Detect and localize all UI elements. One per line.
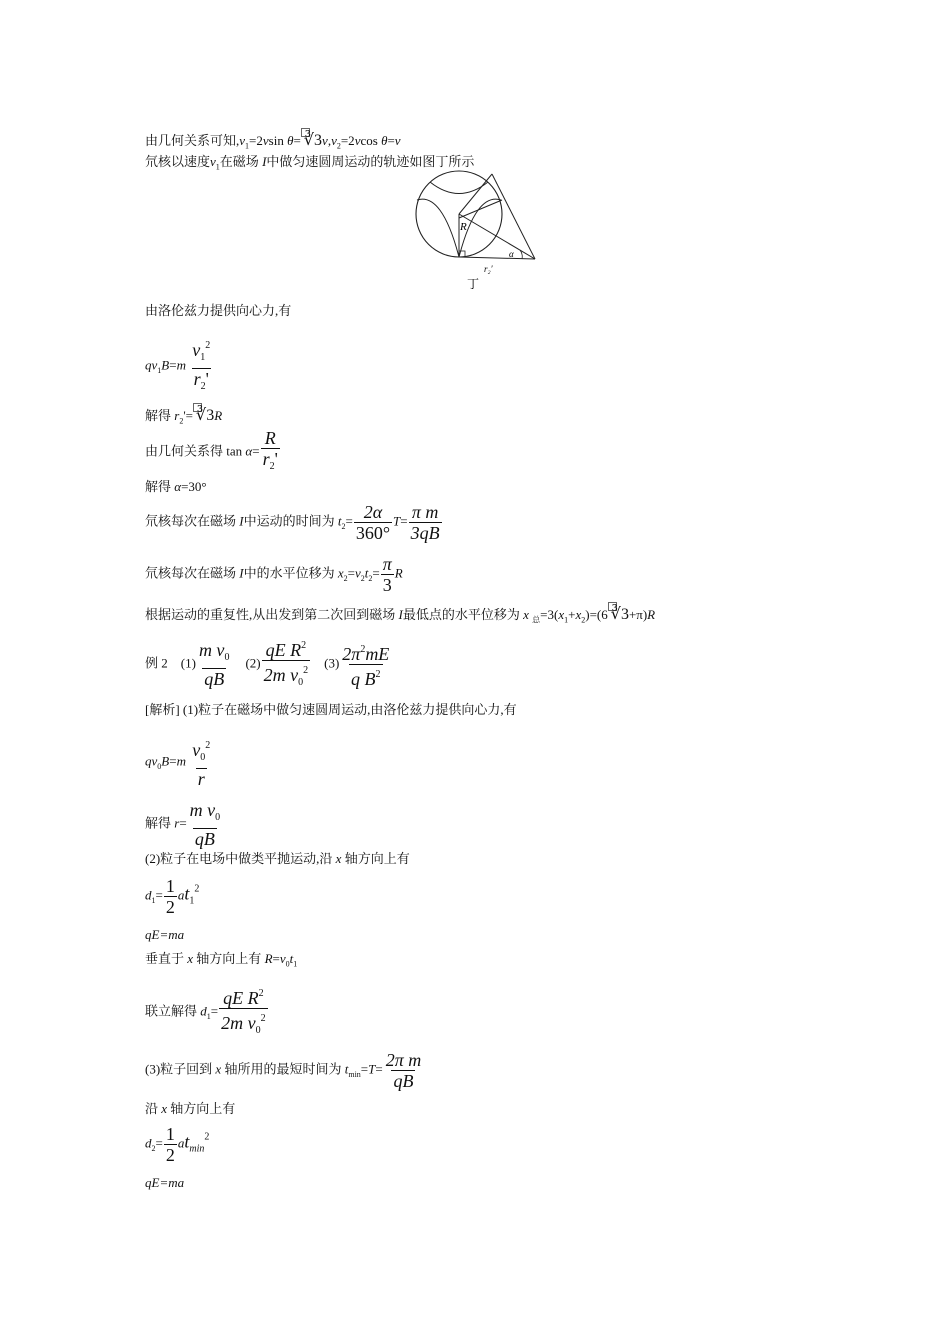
arc-left bbox=[417, 199, 459, 257]
analysis-line-1: [解析] (1)粒子在磁场中做匀速圆周运动,由洛伦兹力提供向心力,有 bbox=[145, 702, 517, 717]
geometry-velocity-line: 由几何关系可知$,v_1=2vsin$ $\theta= ∛3v,v_2=2vcos$ θ=v bbox=[145, 128, 401, 149]
joint-solution-line: 联立解得 $d_1=$ $\frac{qE R^2}{2m v_0^2}$ bbox=[145, 984, 269, 1041]
solve-r2-line: 解得 $r_2'=$ ∛3R bbox=[145, 403, 222, 424]
d2-equation: $d_2=$ $\frac{1}{2}$ $at_{min}^2$ bbox=[145, 1124, 210, 1165]
part-3-line: (3)粒子回到 x 轴所用的最短时间为 $t_{min}=T=$ $\frac{\text{2π m}}{qB}$ bbox=[145, 1050, 422, 1091]
solve-r-line: 解得 r= $\frac{m v_0}{qB}$ bbox=[145, 800, 221, 849]
arc-top bbox=[430, 182, 488, 194]
figure-caption: 丁 bbox=[467, 277, 480, 291]
repetition-displacement-line: 根据运动的重复性,从出发到第二次回到磁场 I最低点的水平位移为 x $_总=3(x_1+x_2)=(6$ ∛3+π)R bbox=[145, 602, 655, 623]
time-in-field-line: 氘核每次在磁场 I中运动的时间为 $t_2=$ $\frac{2\alpha}{360^\circ}$ T= $\frac{\text{π m}}{3qB}$ bbox=[145, 502, 440, 543]
inner-line bbox=[459, 200, 502, 218]
lorentz-force-line: 由洛伦兹力提供向心力,有 bbox=[145, 303, 292, 318]
example-2-answers: 例 2 (1) $\frac{m v_0}{qB}$ (2) $\frac{qE R^2}{2m v_0^2}$ (3) $\frac{2\pi^2mE}{q B^2}$ bbox=[145, 636, 392, 693]
alpha-result-line: 解得 α=30° bbox=[145, 479, 207, 494]
along-x-line: 沿 x 轴方向上有 bbox=[145, 1101, 236, 1116]
tan-alpha-line: 由几何关系得 tan α= $\frac{R}{r_2'}$ bbox=[145, 428, 281, 477]
horizontal-displacement-line: 氘核每次在磁场 I中的水平位移为 $x_2=v_2t_2=$ $\frac{\pi}{3}$ R bbox=[145, 554, 403, 595]
qema-line-2: qE=ma bbox=[145, 1175, 185, 1190]
trajectory-description-line: 氘核以速度$v_1$在磁场 I中做匀速圆周运动的轨迹如图丁所示 bbox=[145, 154, 475, 172]
figure-label-r2: r₂′ bbox=[484, 264, 493, 274]
base-line bbox=[459, 257, 535, 259]
figure-label-R: R bbox=[460, 221, 467, 233]
d1-equation: $d_1=$ $\frac{1}{2}$ $at_1^2$ bbox=[145, 876, 200, 917]
centripetal-equation-2: $qv_0B=m$ $\frac{v_0^2}{r}$ bbox=[145, 740, 211, 789]
trajectory-figure bbox=[412, 170, 542, 295]
part-2-line: (2)粒子在电场中做类平抛运动,沿 x 轴方向上有 bbox=[145, 851, 410, 866]
qema-line-1: qE=ma bbox=[145, 927, 185, 942]
upper-radius-line bbox=[459, 174, 492, 214]
figure-label-alpha: α bbox=[509, 249, 514, 259]
perpendicular-line: 垂直于 x 轴方向上有 $R=v_0t_1$ bbox=[145, 951, 298, 969]
centripetal-equation-1: $qv_1B=m$ $\frac{v_1^2}{r_2'}$ bbox=[145, 336, 213, 397]
